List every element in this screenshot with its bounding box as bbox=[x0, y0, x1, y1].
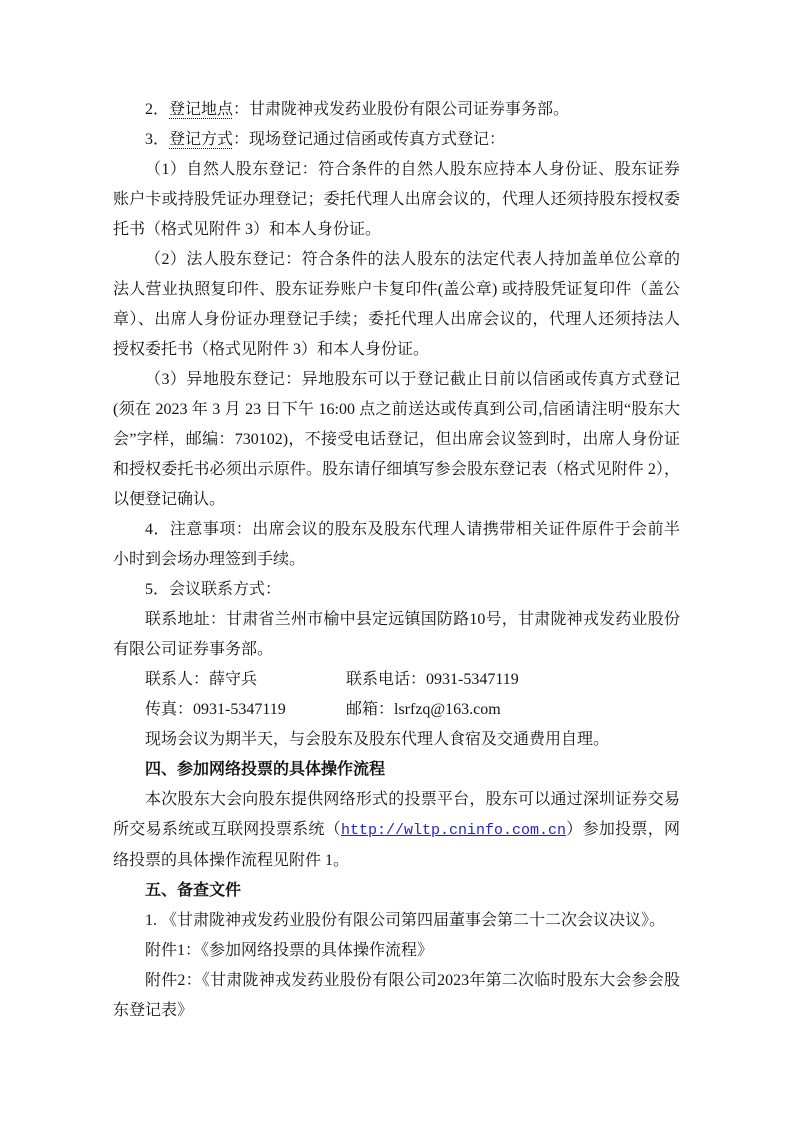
contact-email: 邮箱：lsrfzq@163.com bbox=[346, 701, 501, 718]
paragraph-notice: 4．注意事项：出席会议的股东及股东代理人请携带相关证件原件于会前半小时到会场办理签到手续。 bbox=[113, 521, 680, 568]
contact-row-fax-email bbox=[113, 695, 680, 725]
contact-fax: 传真：0931-5347119 bbox=[145, 701, 286, 718]
online-voting-text-post: ）参加投票，网络投票的具体操作流程见附件 1。 bbox=[113, 821, 680, 869]
paragraph-natural-person-registration: （1）自然人股东登记：符合条件的自然人股东应持本人身份证、股东证券账户卡或持股凭证办理登记；委托代理人出席会议的，代理人还须持股东授权委托书（格式见附件 3）和本人身份证。 bbox=[113, 161, 680, 238]
registration-location-text: ：甘肃陇神戎发药业股份有限公司证券事务部。 bbox=[233, 101, 570, 118]
paragraph-registration-location bbox=[113, 95, 680, 125]
paragraph-remote-shareholder-registration: （3）异地股东登记：异地股东可以于登记截止日前以信函或传真方式登记(须在 2023 年 3 月 23 日下午 16:00 点之前送达或传真到公司,信函请注明“股东大会”字样，邮编：730102)，不接受电话登记，但出席会议签到时，出席人身份证和授权委托书必须出示原件。股东请仔细填写参会股东登记表（格式见附件 2），以便登记确认。 bbox=[113, 371, 680, 508]
section-4-heading: 四、参加网络投票的具体操作流程 bbox=[145, 761, 386, 778]
contact-row-person bbox=[113, 665, 680, 695]
registration-location-number: 2． bbox=[145, 101, 170, 118]
contact-person: 联系人：薛守兵 bbox=[145, 671, 258, 688]
paragraph-online-voting bbox=[113, 785, 680, 876]
online-voting-text-pre: 本次股东大会向股东提供网络形式的投票平台，股东可以通过深圳证券交易所交易系统或互联网投票系统（ bbox=[113, 791, 680, 838]
paragraph-attachment-1: 附件1：《参加网络投票的具体操作流程》 bbox=[145, 942, 434, 959]
registration-method-label: 登记方式 bbox=[169, 131, 234, 148]
paragraph-contact-address: 联系地址：甘肃省兰州市榆中县定远镇国防路10号，甘肃陇神戎发药业股份有限公司证券事务部。 bbox=[113, 611, 680, 658]
paragraph-legal-person-registration: （2）法人股东登记：符合条件的法人股东的法定代表人持加盖单位公章的法人营业执照复印件、股东证券账户卡复印件(盖公章) 或持股凭证复印件（盖公章）、出席人身份证办理登记手续；委托代理人出席会议的，代理人还须持法人授权委托书（格式见附件 3）和本人身份证。 bbox=[113, 251, 680, 358]
paragraph-registration-method bbox=[113, 125, 680, 155]
paragraph-attachment-2: 附件2：《甘肃陇神戎发药业股份有限公司2023年第二次临时股东大会参会股东登记表》 bbox=[113, 972, 680, 1019]
paragraph-reference-document: 1. 《甘肃陇神戎发药业股份有限公司第四届董事会第二十二次会议决议》。 bbox=[145, 912, 666, 929]
voting-url-link[interactable]: http://wltp.cninfo.com.cn bbox=[340, 822, 566, 839]
contact-phone: 联系电话：0931-5347119 bbox=[346, 671, 519, 688]
registration-location-label: 登记地点 bbox=[169, 101, 234, 118]
paragraph-onsite-note: 现场会议为期半天，与会股东及股东代理人食宿及交通费用自理。 bbox=[145, 731, 610, 748]
registration-method-text: ：现场登记通过信函或传真方式登记： bbox=[233, 131, 506, 148]
section-5-heading: 五、备查文件 bbox=[145, 882, 242, 899]
registration-method-number: 3． bbox=[145, 131, 170, 148]
paragraph-contact-heading: 5．会议联系方式： bbox=[145, 581, 282, 598]
